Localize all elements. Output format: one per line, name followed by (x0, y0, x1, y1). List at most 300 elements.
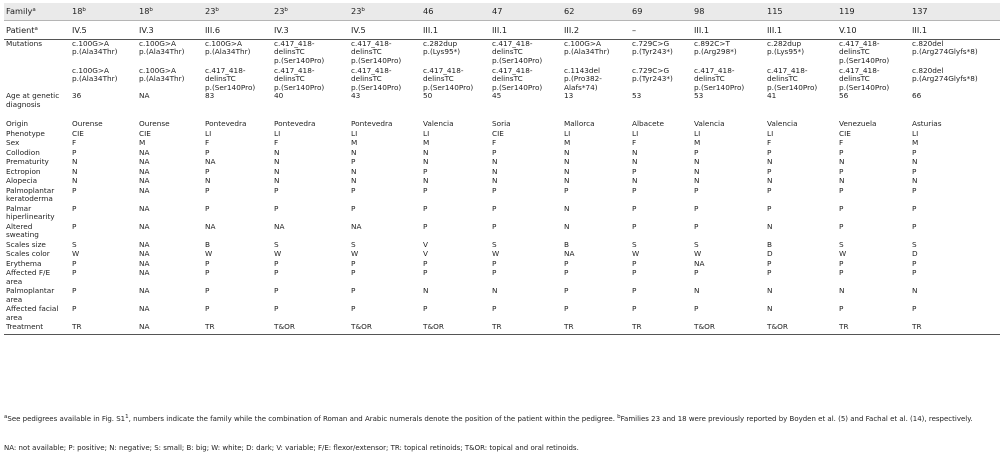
table-cell: N (72, 177, 78, 186)
table-cell: T&OR (349, 323, 421, 335)
table-cell: P (274, 186, 279, 195)
family-label: Family (6, 6, 33, 17)
table-cell: N (564, 204, 570, 213)
table-cell: N (694, 177, 700, 186)
table-cell: P (351, 204, 356, 213)
mutation-line: c.417_418- (274, 39, 315, 48)
mutation-line: c.417_418- (274, 67, 315, 75)
table-cell: P (205, 259, 210, 268)
row-label-line: Palmar (6, 204, 32, 213)
table-cell: NA (139, 287, 150, 296)
mutation-line: c.100G>A (72, 67, 110, 75)
table-cell: M (139, 139, 146, 148)
mutation-line: delinsTC (694, 74, 725, 84)
mutation-cell (630, 40, 692, 68)
mutation-cell (272, 67, 349, 92)
mutation-cell (137, 67, 203, 92)
table-cell: W (205, 250, 213, 259)
row-label-line: Altered (6, 222, 33, 231)
table-cell: P (205, 167, 210, 176)
table-cell: P (274, 204, 279, 213)
table-cell: M (564, 139, 571, 148)
mutation-line: p.(Ser140Pro) (492, 55, 543, 65)
table-cell: N (423, 158, 429, 167)
table-cell: N (564, 177, 570, 186)
mutation-cell (421, 40, 490, 68)
mutations-label-empty (4, 67, 70, 92)
table-cell: P (72, 305, 77, 314)
patient-cell: III.6 (203, 21, 272, 40)
table-cell: P (492, 305, 497, 314)
patient-cell: III.1 (692, 21, 765, 40)
table-cell: P (912, 259, 917, 268)
table-cell: CIE (839, 129, 851, 138)
table-cell: N (694, 287, 700, 296)
footnote-marker-b: b (617, 414, 621, 420)
patient-cell: III.1 (421, 21, 490, 40)
patient-cell: V.10 (837, 21, 910, 40)
table-cell: N (492, 177, 498, 186)
table-cell: P (492, 222, 497, 231)
table-cell: P (694, 222, 699, 231)
family-number: 23 (351, 6, 362, 17)
table-cell: TR (910, 323, 1000, 335)
mutation-line: p.(Ser140Pro) (767, 82, 818, 92)
table-cell: S (274, 240, 279, 249)
table-cell: N (492, 167, 498, 176)
table-cell: P (767, 167, 772, 176)
table-cell: N (632, 177, 638, 186)
table-cell: W (72, 250, 80, 259)
mutation-cell (562, 40, 630, 68)
table-cell: Valencia (423, 120, 454, 129)
mutation-line: p.(Ser140Pro) (839, 82, 890, 92)
family-header-cell (630, 3, 692, 21)
mutation-cell (765, 67, 837, 92)
mutation-line: c.417_418- (839, 67, 880, 75)
mutation-line: delinsTC (767, 74, 798, 84)
table-cell: N (351, 167, 357, 176)
table-cell: P (423, 305, 428, 314)
row-label (4, 139, 70, 149)
table-cell: N (351, 148, 357, 157)
table-cell: P (694, 186, 699, 195)
mutation-cell (692, 40, 765, 68)
table-cell: P (694, 305, 699, 314)
footnote-marker-b: b (82, 7, 86, 14)
table-cell: F (632, 139, 637, 148)
table-cell: NA (694, 259, 705, 268)
mutation-line: c.417_418- (492, 39, 533, 48)
table-cell: Valencia (767, 120, 798, 129)
mutation-line: c.282dup (423, 39, 458, 48)
mutation-line: p.(Lys95*) (767, 47, 805, 57)
table-cell: P (423, 269, 428, 278)
table-cell: N (492, 287, 498, 296)
row-label-line: sweating (6, 230, 39, 240)
table-row (4, 305, 1000, 323)
table-cell: P (632, 204, 637, 213)
table-cell: LI (694, 129, 701, 138)
table-cell: F (492, 139, 497, 148)
mutation-line: p.(Ser140Pro) (274, 55, 325, 65)
table-cell: P (492, 148, 497, 157)
mutation-line: c.417_418- (694, 67, 735, 75)
table-row (4, 149, 1000, 159)
footnote-ref: 1 (125, 414, 129, 420)
table-cell: N (423, 148, 429, 157)
table-cell: N (274, 148, 280, 157)
mutation-line: delinsTC (423, 74, 454, 84)
table-row (4, 287, 1000, 305)
row-label-line: area (6, 312, 23, 322)
table-cell: N (564, 222, 570, 231)
mutation-cell (490, 67, 562, 92)
table-cell: P (274, 259, 279, 268)
row-label (4, 120, 70, 130)
table-cell: B (205, 240, 211, 249)
table-cell: N (72, 167, 78, 176)
mutation-cell (203, 67, 272, 92)
family-number: 18 (72, 6, 83, 17)
table-cell: N (632, 158, 638, 167)
table-cell: LI (564, 129, 571, 138)
patient-cell: IV.5 (349, 21, 421, 40)
table-cell: P (72, 259, 77, 268)
table-cell: NA (139, 259, 150, 268)
table-cell: P (205, 287, 210, 296)
table-cell: P (351, 269, 356, 278)
table-cell: P (72, 269, 77, 278)
mutation-line: p.(Tyr243*) (632, 74, 673, 84)
table-cell: N (205, 177, 211, 186)
table-cell: NA (205, 222, 216, 231)
mutation-line: c.282dup (767, 39, 802, 48)
mutation-line: p.(Ser140Pro) (423, 82, 474, 92)
table-row (4, 168, 1000, 178)
row-label-line: diagnosis (6, 99, 41, 109)
table-cell: D (767, 250, 773, 259)
table-cell: Pontevedra (274, 120, 316, 129)
table-cell: P (351, 305, 356, 314)
table-cell: M (423, 139, 430, 148)
table-cell: NA (351, 222, 362, 231)
table-cell: NA (139, 167, 150, 176)
table-row (4, 223, 1000, 241)
table-cell: P (839, 167, 844, 176)
row-label-line: keratoderma (6, 194, 53, 204)
table-cell: Soria (492, 120, 511, 129)
row-label-line: Affected facial (6, 305, 59, 314)
table-cell: W (694, 250, 702, 259)
row-label (4, 149, 70, 159)
row-label-line: Sex (6, 139, 20, 148)
patient-cell: III.1 (765, 21, 837, 40)
row-label (4, 241, 70, 251)
table-cell: N (274, 167, 280, 176)
table-cell: N (839, 158, 845, 167)
table-cell: P (839, 148, 844, 157)
mutation-line: c.100G>A (139, 67, 177, 75)
family-header-cell (692, 3, 765, 21)
table-cell: W (351, 250, 359, 259)
table-cell: N (564, 167, 570, 176)
table-cell: P (351, 259, 356, 268)
family-number: 47 (492, 6, 503, 17)
table-cell: S (632, 240, 637, 249)
table-cell: P (351, 158, 356, 167)
mutation-line: c.417_418- (767, 67, 808, 75)
table-cell: N (839, 177, 845, 186)
table-cell: N (423, 287, 429, 296)
family-header-cell (203, 3, 272, 21)
mutation-line: p.(Pro382- (564, 74, 602, 84)
row-label (4, 269, 70, 287)
mutation-line: p.(Arg274Glyfs*8) (912, 74, 978, 84)
family-number: 46 (423, 6, 434, 17)
family-number: 137 (912, 6, 928, 17)
table-cell: P (72, 204, 77, 213)
mutation-line: c.100G>A (564, 39, 602, 48)
table-cell: LI (423, 129, 430, 138)
table-cell: P (839, 259, 844, 268)
table-cell: 43 (351, 92, 361, 101)
table-cell: P (564, 186, 569, 195)
mutation-line: delinsTC (274, 74, 305, 84)
mutation-line: c.820del (912, 39, 944, 48)
table-cell: N (564, 148, 570, 157)
table-cell: P (632, 186, 637, 195)
table-cell: NA (139, 240, 150, 249)
mutation-line: p.(Arg274Glyfs*8) (912, 47, 978, 57)
row-label-line: Erythema (6, 259, 42, 268)
table-cell: Ourense (139, 120, 170, 129)
mutation-line: p.(Ser140Pro) (351, 55, 402, 65)
table-cell: 66 (912, 92, 922, 101)
row-label-line: Collodion (6, 148, 40, 157)
patient-cell: IV.5 (70, 21, 137, 40)
row-label-line: hiperlinearity (6, 212, 55, 222)
mutation-line: c.100G>A (205, 39, 243, 48)
table-cell: S (351, 240, 356, 249)
table-cell: B (564, 240, 570, 249)
mutation-cell (203, 40, 272, 68)
mutation-line: p.(Ala34Thr) (139, 74, 185, 84)
table-cell: NA (139, 305, 150, 314)
table-cell: P (694, 269, 699, 278)
table-cell: NA (139, 92, 150, 101)
family-number: 62 (564, 6, 575, 17)
mutation-line: c.1143del (564, 67, 601, 75)
mutation-line: c.417_418- (423, 67, 464, 75)
patient-cell: IV.3 (137, 21, 203, 40)
row-label-line: Affected F/E (6, 269, 51, 278)
footnote-marker-b: b (284, 7, 288, 14)
table-row (4, 241, 1000, 251)
row-label-line: Phenotype (6, 129, 45, 138)
mutation-line: p.(Ala34Thr) (72, 47, 118, 57)
table-cell: 40 (274, 92, 284, 101)
table-cell: CIE (139, 129, 151, 138)
table-cell: W (632, 250, 640, 259)
mutation-line: c.729C>G (632, 67, 670, 75)
table-cell: P (351, 186, 356, 195)
table-cell: P (767, 148, 772, 157)
table-cell: S (694, 240, 699, 249)
table-cell: P (839, 222, 844, 231)
table-cell: LI (632, 129, 639, 138)
table-cell: P (492, 259, 497, 268)
table-cell: P (632, 305, 637, 314)
table-cell: N (767, 222, 773, 231)
table-cell: P (492, 204, 497, 213)
table-cell: N (423, 177, 429, 186)
footnote-marker-a: a (4, 414, 8, 420)
table-cell: LI (912, 129, 919, 138)
patient-cell: III.1 (490, 21, 562, 40)
footnote-marker-b: b (215, 7, 219, 14)
mutation-line: c.417_418- (205, 67, 246, 75)
family-header-cell (137, 3, 203, 21)
table-cell: 83 (205, 92, 215, 101)
row-label (4, 305, 70, 323)
mutation-line: p.(Ser140Pro) (492, 82, 543, 92)
mutation-cell (421, 67, 490, 92)
table-cell: Venezuela (839, 120, 877, 129)
table-cell: N (767, 177, 773, 186)
table-cell: Ourense (72, 120, 103, 129)
table-cell: P (564, 269, 569, 278)
table-cell: P (839, 186, 844, 195)
table-cell: Pontevedra (205, 120, 247, 129)
table-row (4, 187, 1000, 205)
table-cell: P (564, 287, 569, 296)
mutation-line: delinsTC (492, 74, 523, 84)
family-header-cell (910, 3, 1000, 21)
family-header-cell (272, 3, 349, 21)
table-cell: P (767, 186, 772, 195)
table-cell: 56 (839, 92, 849, 101)
table-cell: NA (139, 158, 150, 167)
table-cell: P (912, 167, 917, 176)
table-cell: P (274, 305, 279, 314)
mutation-line: delinsTC (839, 74, 870, 84)
row-label-line: Treatment (6, 323, 44, 332)
footnote-marker-b: b (361, 7, 365, 14)
table-cell: S (912, 240, 917, 249)
table-cell: P (205, 148, 210, 157)
table-cell: N (72, 158, 78, 167)
table-cell: Mallorca (564, 120, 595, 129)
table-cell: P (912, 204, 917, 213)
table-cell: NA (139, 222, 150, 231)
table-cell: P (632, 259, 637, 268)
row-label (4, 287, 70, 305)
table-cell: V (423, 240, 428, 249)
row-label (4, 92, 70, 120)
table-cell: N (912, 177, 918, 186)
table-cell: LI (351, 129, 358, 138)
table-cell: P (767, 269, 772, 278)
table-cell: P (632, 287, 637, 296)
table-cell: M (351, 139, 358, 148)
mutation-line: c.417_418- (839, 39, 880, 48)
footnote-marker-a: a (32, 7, 36, 14)
row-label-line: Palmoplantar (6, 186, 55, 195)
patient-cell: IV.3 (272, 21, 349, 40)
family-header-cell (837, 3, 910, 21)
table-cell: P (632, 222, 637, 231)
table-cell: NA (139, 269, 150, 278)
row-label-line: Alopecia (6, 177, 38, 186)
family-number: 69 (632, 6, 643, 17)
mutation-line: delinsTC (351, 47, 382, 57)
table-cell: Pontevedra (351, 120, 393, 129)
row-label (4, 158, 70, 168)
mutation-line: p.(Tyr243*) (632, 47, 673, 57)
table-row (4, 139, 1000, 149)
family-number: 23 (205, 6, 216, 17)
footnote-a-text: See pedigrees available in Fig. S1 (7, 415, 126, 423)
mutation-line: c.100G>A (139, 39, 177, 48)
patient-cell: III.1 (910, 21, 1000, 40)
table-cell: P (72, 222, 77, 231)
mutation-cell (349, 67, 421, 92)
row-label (4, 205, 70, 223)
mutation-line: c.417_418- (351, 67, 392, 75)
family-number: 18 (139, 6, 150, 17)
patient-header-label (4, 21, 70, 40)
mutation-line: c.417_418- (351, 39, 392, 48)
table-cell: N (694, 158, 700, 167)
table-cell: P (912, 148, 917, 157)
table-cell: N (767, 158, 773, 167)
mutation-line: c.417_418- (492, 67, 533, 75)
table-cell: P (839, 305, 844, 314)
footnote-marker-b: b (149, 7, 153, 14)
table-cell: P (205, 269, 210, 278)
patient-header-row (4, 21, 1000, 40)
mutation-line: p.(Ser140Pro) (205, 82, 256, 92)
mutation-line: p.(Arg298*) (694, 47, 737, 57)
mutation-line: p.(Ser140Pro) (694, 82, 745, 92)
mutation-cell (837, 40, 910, 68)
table-cell: N (492, 158, 498, 167)
table-cell: TR (562, 323, 630, 335)
table-cell: P (205, 204, 210, 213)
table-cell: TR (490, 323, 562, 335)
table-cell: V (423, 250, 428, 259)
family-header-cell (70, 3, 137, 21)
table-cell: Albacete (632, 120, 664, 129)
mutation-line: delinsTC (351, 74, 382, 84)
table-row (4, 323, 1000, 335)
table-cell: N (767, 305, 773, 314)
mutations-label: Mutations (6, 39, 43, 48)
family-header-label (4, 3, 70, 21)
table-row (4, 130, 1000, 140)
table-cell: Valencia (694, 120, 725, 129)
row-label-line: Scales size (6, 240, 46, 249)
table-cell: T&OR (692, 323, 765, 335)
patient-cell: III.2 (562, 21, 630, 40)
table-cell: P (351, 287, 356, 296)
table-cell: LI (767, 129, 774, 138)
table-cell: NA (205, 158, 216, 167)
mutations-row-allele-1 (4, 40, 1000, 68)
table-cell: P (632, 269, 637, 278)
family-header-cell (421, 3, 490, 21)
